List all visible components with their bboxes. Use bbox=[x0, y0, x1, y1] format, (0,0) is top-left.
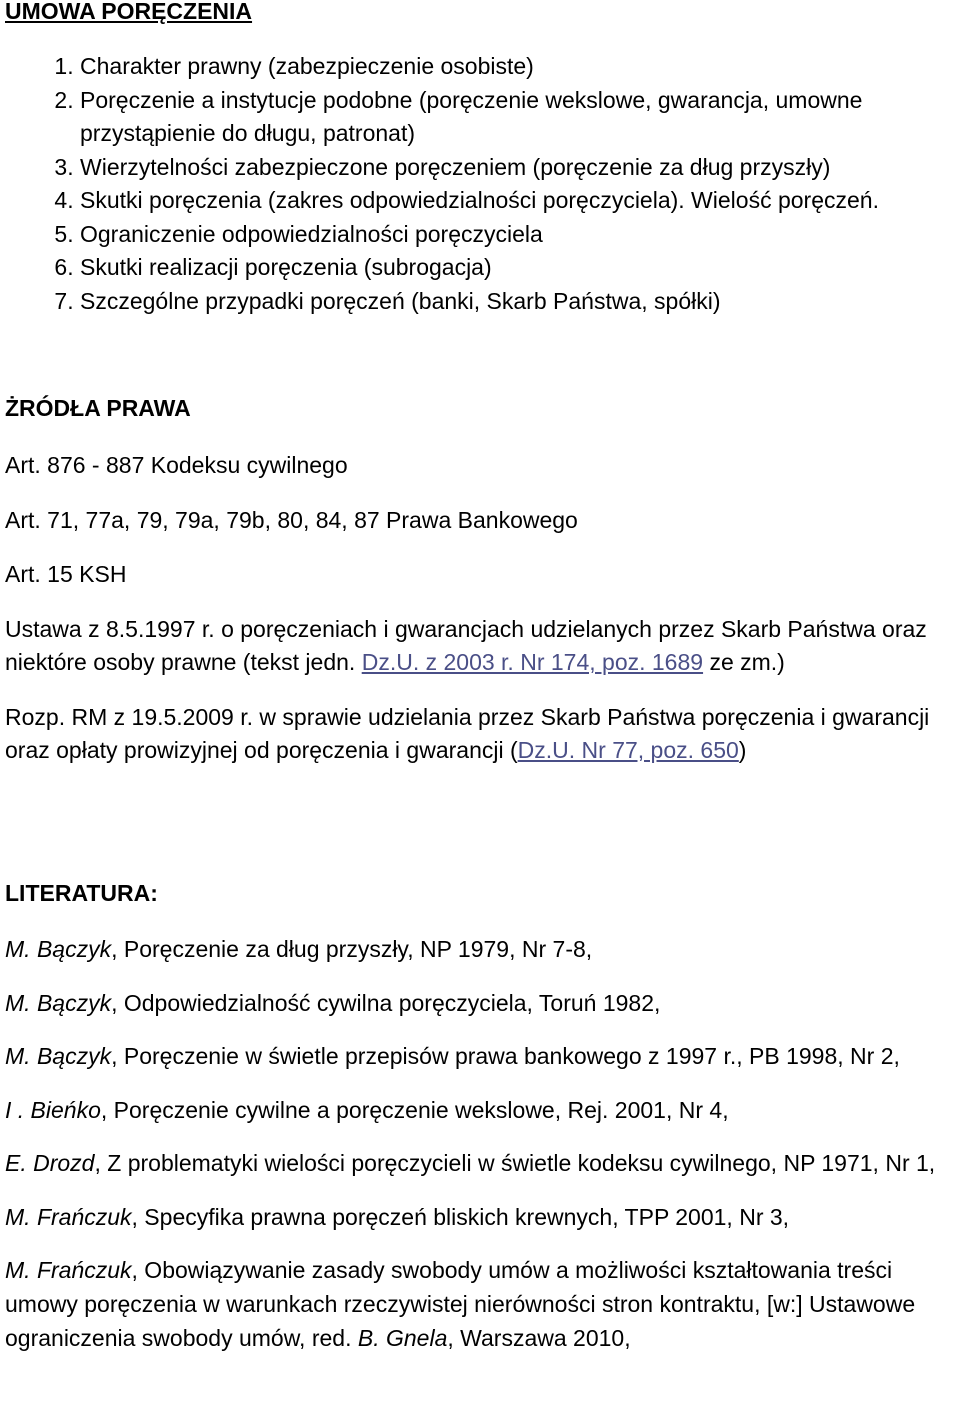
author-name: M. Bączyk bbox=[5, 1043, 112, 1069]
literature-item bbox=[5, 1093, 950, 1127]
source-text: Ustawa z 8.5.1997 r. o poręczeniach i gwarancjach udzielanych przez Skarb Państwa oraz niektóre osoby prawne (tekst jedn. bbox=[5, 615, 927, 675]
topic-outline bbox=[5, 50, 960, 318]
outline-item: 4. Skutki poręczenia (zakres odpowiedzialności poręczyciela). Wielość poręczeń. bbox=[80, 184, 960, 218]
source-text: ze zm.) bbox=[703, 649, 785, 675]
citation-text: , Poręczenie za dług przyszły, NP 1979, Nr 7-8, bbox=[111, 936, 593, 962]
source-text: ) bbox=[738, 737, 747, 763]
source-item bbox=[5, 701, 950, 768]
literature-heading: LITERATURA: bbox=[5, 880, 158, 906]
source-text: Rozp. RM z 19.5.2009 r. w sprawie udzielania przez Skarb Państwa poręczenia i gwarancji oraz opłaty prowizyjnej od poręczenia i gwarancji ( bbox=[5, 703, 930, 763]
citation-text: , Obowiązywanie zasady swobody umów a możliwości kształtowania treści umowy poręczenia w warunkach rzeczywistej nierówności stron kontraktu, [w:] Ustawowe ograniczenia swobody umów, red. bbox=[5, 1257, 916, 1351]
author-name: E. Drozd bbox=[5, 1150, 95, 1176]
citation-text: , Poręczenie w świetle przepisów prawa bankowego z 1997 r., PB 1998, Nr 2, bbox=[111, 1043, 900, 1069]
outline-item: 2. Poręczenie a instytucje podobne (poręczenie wekslowe, gwarancja, umowne przystąpienie do długu, patronat) bbox=[80, 84, 960, 151]
author-name: I . Bieńko bbox=[5, 1096, 101, 1123]
source-item bbox=[5, 613, 950, 680]
literature-item bbox=[5, 932, 950, 966]
editor-name: B. Gnela bbox=[357, 1325, 448, 1351]
citation-text: , Warszawa 2010, bbox=[447, 1325, 631, 1351]
source-item: Art. 15 KSH bbox=[5, 561, 127, 587]
author-name: M. Frańczuk bbox=[5, 1203, 132, 1230]
outline-item: 7. Szczególne przypadki poręczeń (banki, Skarb Państwa, spółki) bbox=[80, 285, 960, 319]
author-name: M. Frańczuk bbox=[5, 1257, 132, 1283]
literature-item bbox=[5, 986, 950, 1020]
outline-item: 5. Ograniczenie odpowiedzialności poręczyciela bbox=[80, 218, 960, 252]
literature-item bbox=[5, 1039, 950, 1073]
citation-text: , Odpowiedzialność cywilna poręczyciela, Toruń 1982, bbox=[111, 989, 661, 1016]
citation-text: , Poręczenie cywilne a poręczenie wekslowe, Rej. 2001, Nr 4, bbox=[100, 1096, 729, 1123]
sources-heading: ŻRÓDŁA PRAWA bbox=[5, 395, 191, 421]
literature-item bbox=[5, 1253, 950, 1355]
document-title: UMOWA PORĘCZENIA bbox=[5, 0, 253, 24]
outline-item: 1. Charakter prawny (zabezpieczenie osobiste) bbox=[80, 50, 960, 84]
author-name: M. Bączyk bbox=[5, 936, 112, 962]
literature-item bbox=[5, 1200, 950, 1234]
journal-link[interactable]: Dz.U. Nr 77, poz. 650 bbox=[517, 737, 739, 763]
source-item: Art. 876 - 887 Kodeksu cywilnego bbox=[5, 452, 348, 478]
citation-text: , Z problematyki wielości poręczycieli w świetle kodeksu cywilnego, NP 1971, Nr 1, bbox=[94, 1150, 936, 1176]
outline-item: 6. Skutki realizacji poręczenia (subrogacja) bbox=[80, 251, 960, 285]
citation-text: , Specyfika prawna poręczeń bliskich krewnych, TPP 2001, Nr 3, bbox=[131, 1203, 790, 1230]
sources-list bbox=[5, 449, 950, 789]
source-item: Art. 71, 77a, 79, 79a, 79b, 80, 84, 87 Prawa Bankowego bbox=[5, 506, 578, 533]
journal-link[interactable]: Dz.U. z 2003 r. Nr 174, poz. 1689 bbox=[361, 649, 704, 675]
outline-item: 3. Wierzytelności zabezpieczone poręczeniem (poręczenie za dług przyszły) bbox=[80, 151, 960, 185]
literature-item bbox=[5, 1146, 950, 1180]
author-name: M. Bączyk bbox=[5, 989, 112, 1016]
literature-list bbox=[5, 932, 950, 1375]
